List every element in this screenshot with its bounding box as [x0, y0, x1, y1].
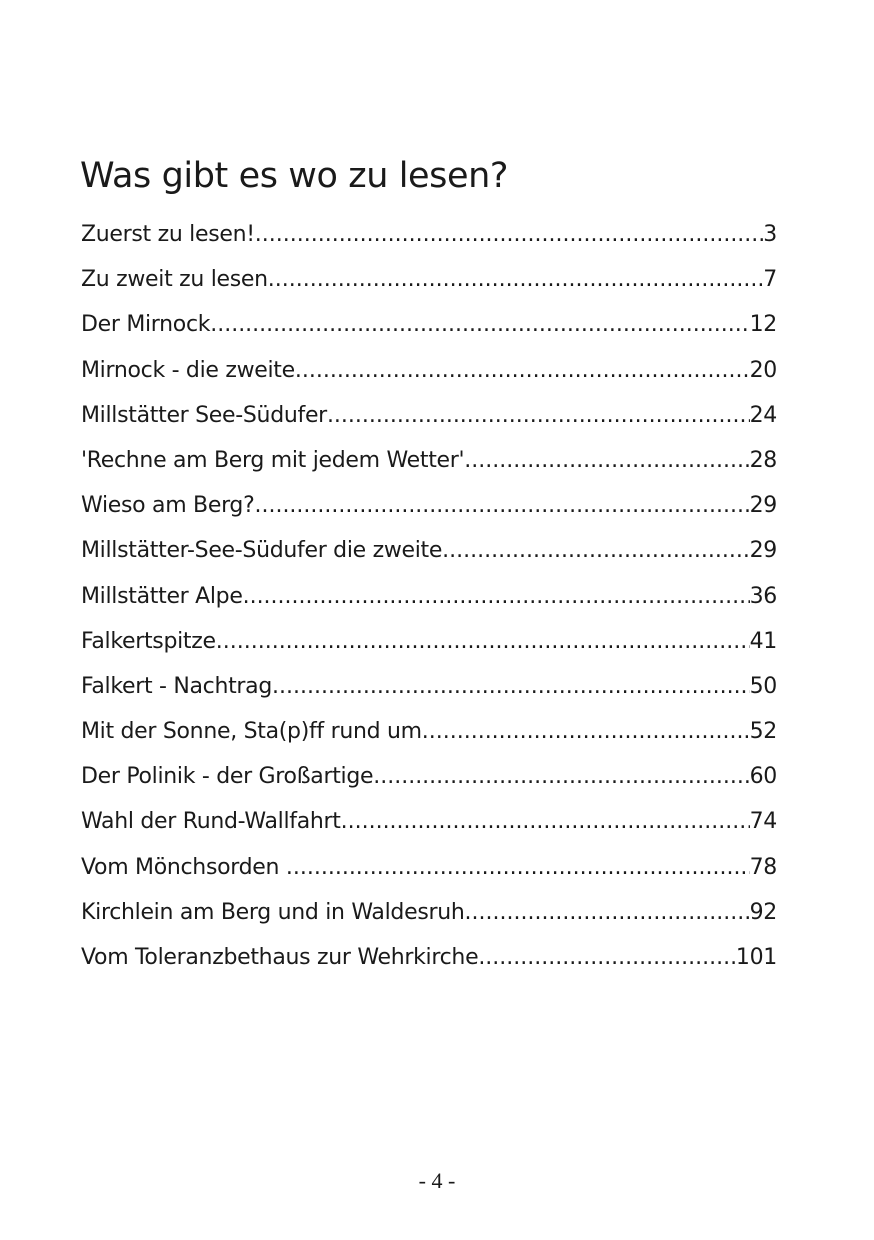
toc-entry-title: Mit der Sonne, Sta(p)ff rund um: [81, 719, 422, 745]
toc-entry: [81, 890, 777, 935]
table-of-contents: [81, 212, 777, 980]
toc-entry-title: Millstätter-See-Südufer die zweite: [81, 538, 443, 564]
toc-heading: Was gibt es wo zu lesen?: [80, 156, 509, 196]
toc-entry-page: 50: [749, 673, 777, 699]
toc-entry-page: 101: [735, 945, 777, 970]
toc-entry-title: Wieso am Berg?: [81, 493, 255, 519]
toc-entry-title: Zu zweit zu lesen: [81, 267, 268, 293]
toc-dot-leader: [341, 799, 750, 844]
toc-dot-leader: [255, 212, 764, 257]
toc-entry-page: 24: [749, 402, 777, 428]
toc-entry-title: 'Rechne am Berg mit jedem Wetter': [81, 447, 465, 473]
toc-dot-leader: [295, 348, 750, 393]
toc-entry-page: 20: [749, 357, 777, 383]
toc-entry-page: 41: [749, 628, 777, 654]
toc-entry-title: Der Polinik - der Großartige: [81, 764, 374, 790]
toc-entry: [81, 619, 777, 664]
toc-entry-page: 28: [749, 447, 777, 473]
toc-entry: [81, 754, 777, 799]
toc-entry: [81, 257, 777, 302]
toc-dot-leader: [272, 664, 750, 709]
toc-dot-leader: [254, 483, 749, 528]
toc-entry-title: Wahl der Rund-Wallfahrt: [81, 809, 341, 835]
toc-entry-page: 29: [749, 538, 777, 564]
toc-entry-page: 3: [763, 222, 777, 247]
toc-entry-title: Zuerst zu lesen!: [81, 222, 255, 247]
toc-entry-title: Millstätter Alpe: [81, 583, 243, 609]
toc-entry-page: 7: [763, 267, 777, 293]
toc-entry: [81, 348, 777, 393]
toc-entry-title: Mirnock - die zweite: [81, 357, 295, 383]
toc-entry-title: Kirchlein am Berg und in Waldesruh: [81, 899, 465, 925]
toc-entry-page: 52: [749, 719, 777, 745]
toc-dot-leader: [442, 528, 749, 573]
toc-entry-title: Der Mirnock: [81, 312, 211, 338]
toc-entry-page: 74: [749, 809, 777, 835]
toc-dot-leader: [373, 754, 749, 799]
toc-entry: [81, 799, 777, 844]
toc-entry: [81, 212, 777, 257]
toc-entry-page: 12: [749, 312, 777, 338]
toc-entry: [81, 438, 777, 483]
toc-dot-leader: [464, 438, 749, 483]
toc-entry-page: 36: [749, 583, 777, 609]
toc-dot-leader: [286, 845, 750, 890]
toc-entry-page: 60: [749, 764, 777, 790]
toc-entry-title: Falkertspitze: [81, 628, 216, 654]
toc-entry-page: 92: [749, 899, 777, 925]
toc-entry: [81, 393, 777, 438]
toc-entry: [81, 574, 777, 619]
toc-entry-page: 78: [749, 854, 777, 880]
toc-dot-leader: [422, 709, 750, 754]
toc-entry-page: 29: [749, 493, 777, 519]
toc-entry-title: Vom Mönchsorden: [81, 854, 286, 880]
toc-entry: [81, 845, 777, 890]
toc-dot-leader: [210, 302, 749, 347]
toc-entry-title: Millstätter See-Südufer: [81, 402, 327, 428]
toc-dot-leader: [465, 890, 750, 935]
toc-entry: [81, 483, 777, 528]
toc-dot-leader: [216, 619, 750, 664]
toc-entry: [81, 935, 777, 980]
toc-entry: [81, 302, 777, 347]
toc-entry-title: Vom Toleranzbethaus zur Wehrkirche: [81, 945, 479, 970]
toc-entry-title: Falkert - Nachtrag: [81, 673, 273, 699]
page-number: - 4 -: [418, 1168, 456, 1193]
toc-dot-leader: [327, 393, 750, 438]
toc-dot-leader: [243, 574, 750, 619]
toc-entry: [81, 709, 777, 754]
toc-dot-leader: [478, 935, 736, 980]
toc-dot-leader: [268, 257, 764, 302]
toc-entry: [81, 528, 777, 573]
toc-entry: [81, 664, 777, 709]
